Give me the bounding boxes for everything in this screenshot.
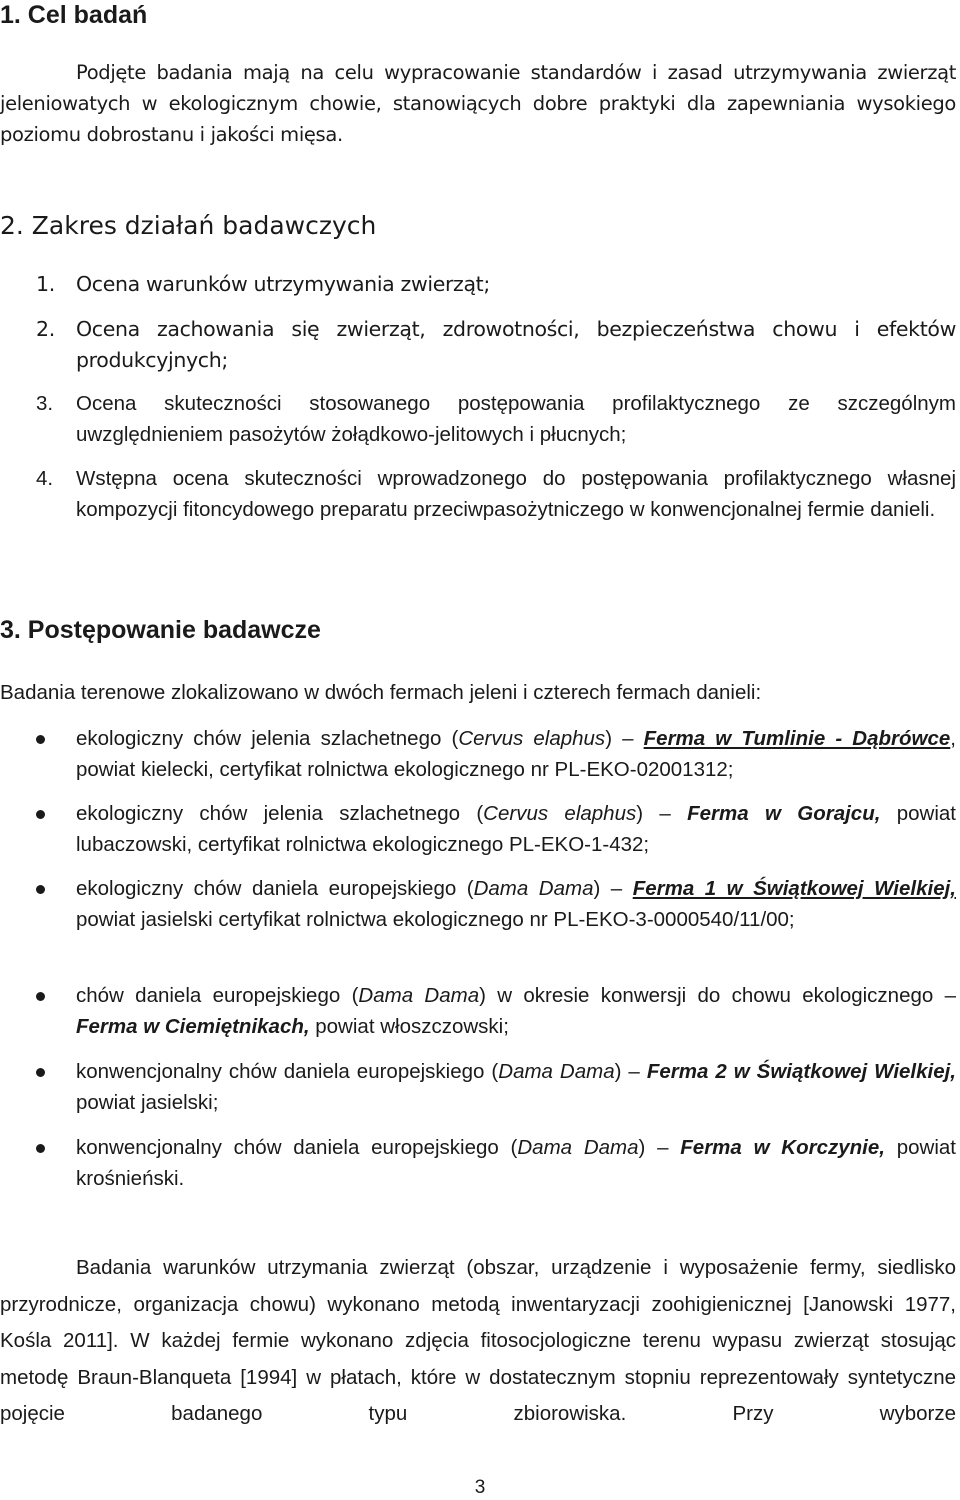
list-item: Ocena warunków utrzymywania zwierząt; <box>76 272 490 296</box>
list-item-number: 3. <box>36 392 54 415</box>
section-2-heading: 2. Zakres działań badawczych <box>0 211 377 240</box>
farm-list-item: konwencjonalny chów daniela europejskiego (Dama Dama) – Ferma 2 w Świątkowej Wielkiej, powiat jasielski; <box>76 1060 956 1114</box>
page-number: 3 <box>474 1477 486 1498</box>
farm-list-item: ekologiczny chów jelenia szlachetnego (Cervus elaphus) – Ferma w Gorajcu, powiat lubaczowski, certyfikat rolnictwa ekologicznego PL-EKO-1-432; <box>76 802 956 856</box>
bullet-icon <box>36 992 45 1001</box>
section-1-heading: 1. Cel badań <box>0 1 148 29</box>
farm-list-item: chów daniela europejskiego (Dama Dama) w okresie konwersji do chowu ekologicznego – Ferma w Ciemiętnikach, powiat włoszczowski; <box>76 984 957 1038</box>
list-item: Wstępna ocena skuteczności wprowadzonego do postępowania profilaktycznego własnej kompozycji fitoncydowego preparatu przeciwpasożytniczego w konwencjonalnej fermie danieli. <box>76 467 956 521</box>
list-item: Ocena zachowania się zwierząt, zdrowotności, bezpieczeństwa chowu i efektów produkcyjnych; <box>76 317 956 372</box>
bullet-icon <box>36 1144 45 1153</box>
bullet-icon <box>36 810 45 819</box>
section-3-closing-paragraph: Badania warunków utrzymania zwierząt (obszar, urządzenie i wyposażenie fermy, siedlisko przyrodnicze, organizacja chowu) wykonano metodą inwentaryzacji zoohigienicznej [Janowski 1977, Kośla 2011]. W każdej fermie wykonano zdjęcia fitosocjologiczne terenu wypasu zwierząt stosując metodę Braun-Blanqueta [1994] w płatach, które w dostatecznym stopniu reprezentowały syntetyczne pojęcie badanego typu zbiorowiska. Przy wyborze <box>0 1256 956 1425</box>
list-item-number: 4. <box>36 467 54 490</box>
farm-list-item: ekologiczny chów daniela europejskiego (Dama Dama) – Ferma 1 w Świątkowej Wielkiej, powiat jasielski certyfikat rolnictwa ekologicznego nr PL-EKO-3-0000540/11/00; <box>76 877 956 931</box>
list-item: Ocena skuteczności stosowanego postępowania profilaktycznego ze szczególnym uwzględnieniem pasożytów żołądkowo-jelitowych i płucnych; <box>76 392 956 446</box>
farm-list-item: ekologiczny chów jelenia szlachetnego (Cervus elaphus) – Ferma w Tumlinie - Dąbrówce, powiat kielecki, certyfikat rolnictwa ekologicznego nr PL-EKO-02001312; <box>76 727 956 781</box>
bullet-icon <box>36 1068 45 1077</box>
section-3-intro: Badania terenowe zlokalizowano w dwóch fermach jeleni i czterech fermach danieli: <box>0 681 762 704</box>
bullet-icon <box>36 735 45 744</box>
farm-list-item: konwencjonalny chów daniela europejskiego (Dama Dama) – Ferma w Korczynie, powiat krośnieński. <box>76 1136 956 1190</box>
list-item-number: 2. <box>36 317 55 341</box>
section-3-heading: 3. Postępowanie badawcze <box>0 616 321 644</box>
section-1-paragraph: Podjęte badania mają na celu wypracowanie standardów i zasad utrzymywania zwierząt jeleniowatych w ekologicznym chowie, stanowiących dobre praktyki dla zapewniania wysokiego poziomu dobrostanu i jakości mięsa. <box>0 61 956 146</box>
list-item-number: 1. <box>36 272 55 296</box>
bullet-icon <box>36 885 45 894</box>
